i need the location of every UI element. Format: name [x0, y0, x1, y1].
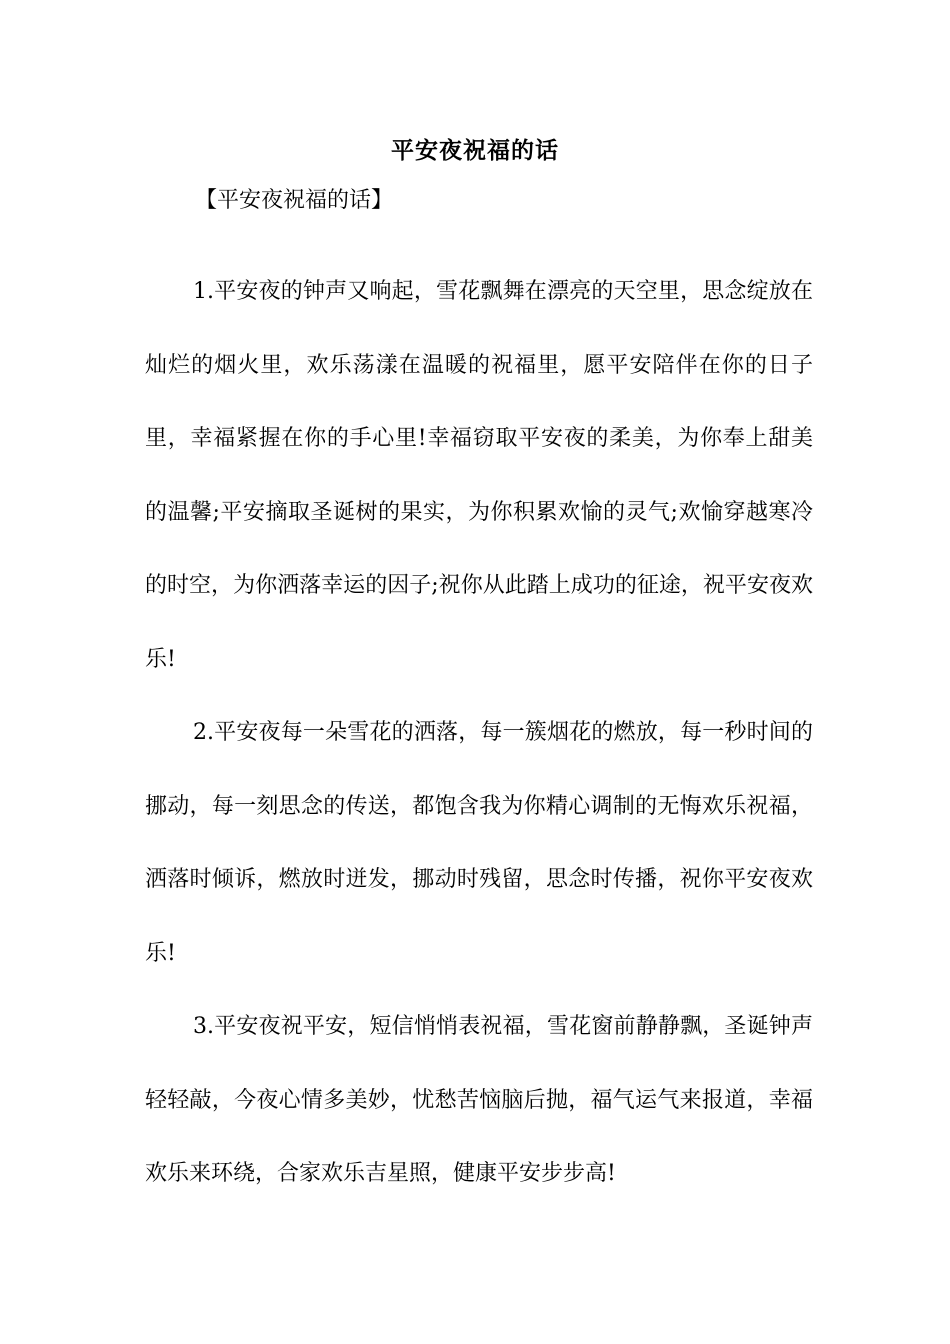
- paragraph-3: 3.平安夜祝平安，短信悄悄表祝福，雪花窗前静静飘，圣诞钟声轻轻敲，今夜心情多美妙，忧愁苦恼脑后抛，福气运气来报道，幸福欢乐来环绕，合家欢乐吉星照，健康平安步步高!: [145, 1014, 813, 1186]
- document-title: 平安夜祝福的话: [391, 138, 559, 164]
- paragraph-2: 2.平安夜每一朵雪花的洒落，每一簇烟花的燃放，每一秒时间的挪动，每一刻思念的传送，都饱含我为你精心调制的无悔欢乐祝福，洒落时倾诉，燃放时迸发，挪动时残留，思念时传播，祝你平安夜欢乐!: [145, 720, 813, 966]
- paragraph-1: 1.平安夜的钟声又响起，雪花飘舞在漂亮的天空里，思念绽放在灿烂的烟火里，欢乐荡漾在温暖的祝福里，愿平安陪伴在你的日子里，幸福紧握在你的手心里!幸福窃取平安夜的柔美，为你奉上甜美的温馨;平安摘取圣诞树的果实，为你积累欢愉的灵气;欢愉穿越寒冷的时空，为你洒落幸运的因子;祝你从此踏上成功的征途，祝平安夜欢乐!: [145, 279, 813, 672]
- document-body: [145, 255, 813, 1211]
- document-subtitle: 【平安夜祝福的话】: [195, 188, 394, 213]
